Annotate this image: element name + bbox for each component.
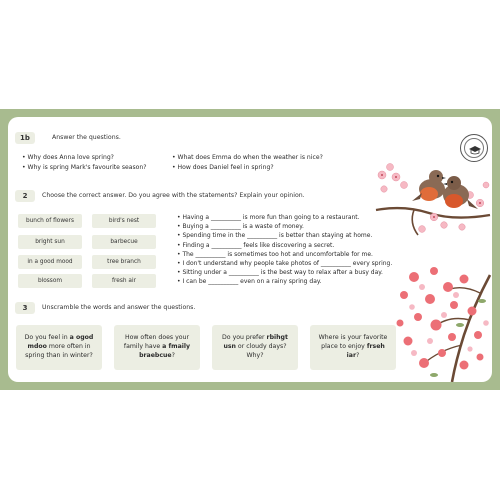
- scrambled-word: usn: [223, 343, 236, 351]
- statement-item: • I can be __________ even on a rainy spring day.: [177, 277, 392, 286]
- question-card: Where is your favorite place to enjoy frseh iar?: [310, 325, 396, 370]
- section-1b-questions-right: [172, 153, 323, 172]
- word-option[interactable]: bird's nest: [92, 214, 156, 228]
- scrambled-word: mdoo: [27, 343, 47, 351]
- scrambled-word: braebcue: [139, 351, 172, 359]
- scrambled-word: a ogod: [69, 334, 94, 342]
- word-option[interactable]: in a good mood: [18, 255, 82, 269]
- scrambled-word: a fmaily: [162, 343, 191, 351]
- question-card: How often does your family have a fmaily braebcue?: [114, 325, 200, 370]
- word-option[interactable]: bright sun: [18, 235, 82, 249]
- statement-item: • Finding a __________ feels like discovering a secret.: [177, 241, 392, 250]
- section-1b-badge: 1b: [15, 132, 35, 144]
- statement-item: • I don't understand why people take photos of __________ every spring.: [177, 259, 392, 268]
- statement-list: [177, 213, 392, 287]
- section-3-instruction: Unscramble the words and answer the questions.: [42, 304, 196, 311]
- section-1b-instruction: Answer the questions.: [52, 134, 121, 141]
- statement-item: • The __________ is sometimes too hot and uncomfortable for me.: [177, 250, 392, 259]
- question-card: Do you prefer rbihgt usn or cloudy days? Why?: [212, 325, 298, 370]
- section-2-badge: 2: [15, 190, 35, 202]
- statement-item: • Spending time in the __________ is better than staying at home.: [177, 231, 392, 240]
- worksheet-panel: [8, 117, 492, 382]
- question-item: • Why does Anna love spring?: [22, 153, 147, 163]
- scrambled-word: frseh: [366, 343, 385, 351]
- word-option[interactable]: bunch of flowers: [18, 214, 82, 228]
- scrambled-word: rbihgt: [266, 334, 288, 342]
- statement-item: • Having a __________ is more fun than going to a restaurant.: [177, 213, 392, 222]
- question-card: Do you feel in a ogod mdoo more often in spring than in winter?: [16, 325, 102, 370]
- slide-frame: [0, 109, 500, 390]
- word-option[interactable]: blossom: [18, 274, 82, 288]
- cherry-blossom-illustration: [394, 265, 492, 382]
- statement-item: • Sitting under a __________ is the best way to relax after a busy day.: [177, 268, 392, 277]
- question-item: • How does Daniel feel in spring?: [172, 163, 323, 173]
- section-2-instruction: Choose the correct answer. Do you agree with the statements? Explain your opinion.: [42, 192, 305, 199]
- word-option[interactable]: barbecue: [92, 235, 156, 249]
- section-1b-questions-left: [22, 153, 147, 172]
- word-option[interactable]: fresh air: [92, 274, 156, 288]
- word-option[interactable]: tree branch: [92, 255, 156, 269]
- question-item: • Why is spring Mark's favourite season?: [22, 163, 147, 173]
- birds-on-branch-illustration: [374, 155, 492, 240]
- section-3-badge: 3: [15, 302, 35, 314]
- scrambled-word: iar: [346, 351, 357, 359]
- question-item: • What does Emma do when the weather is nice?: [172, 153, 323, 163]
- statement-item: • Buying a __________ is a waste of money.: [177, 222, 392, 231]
